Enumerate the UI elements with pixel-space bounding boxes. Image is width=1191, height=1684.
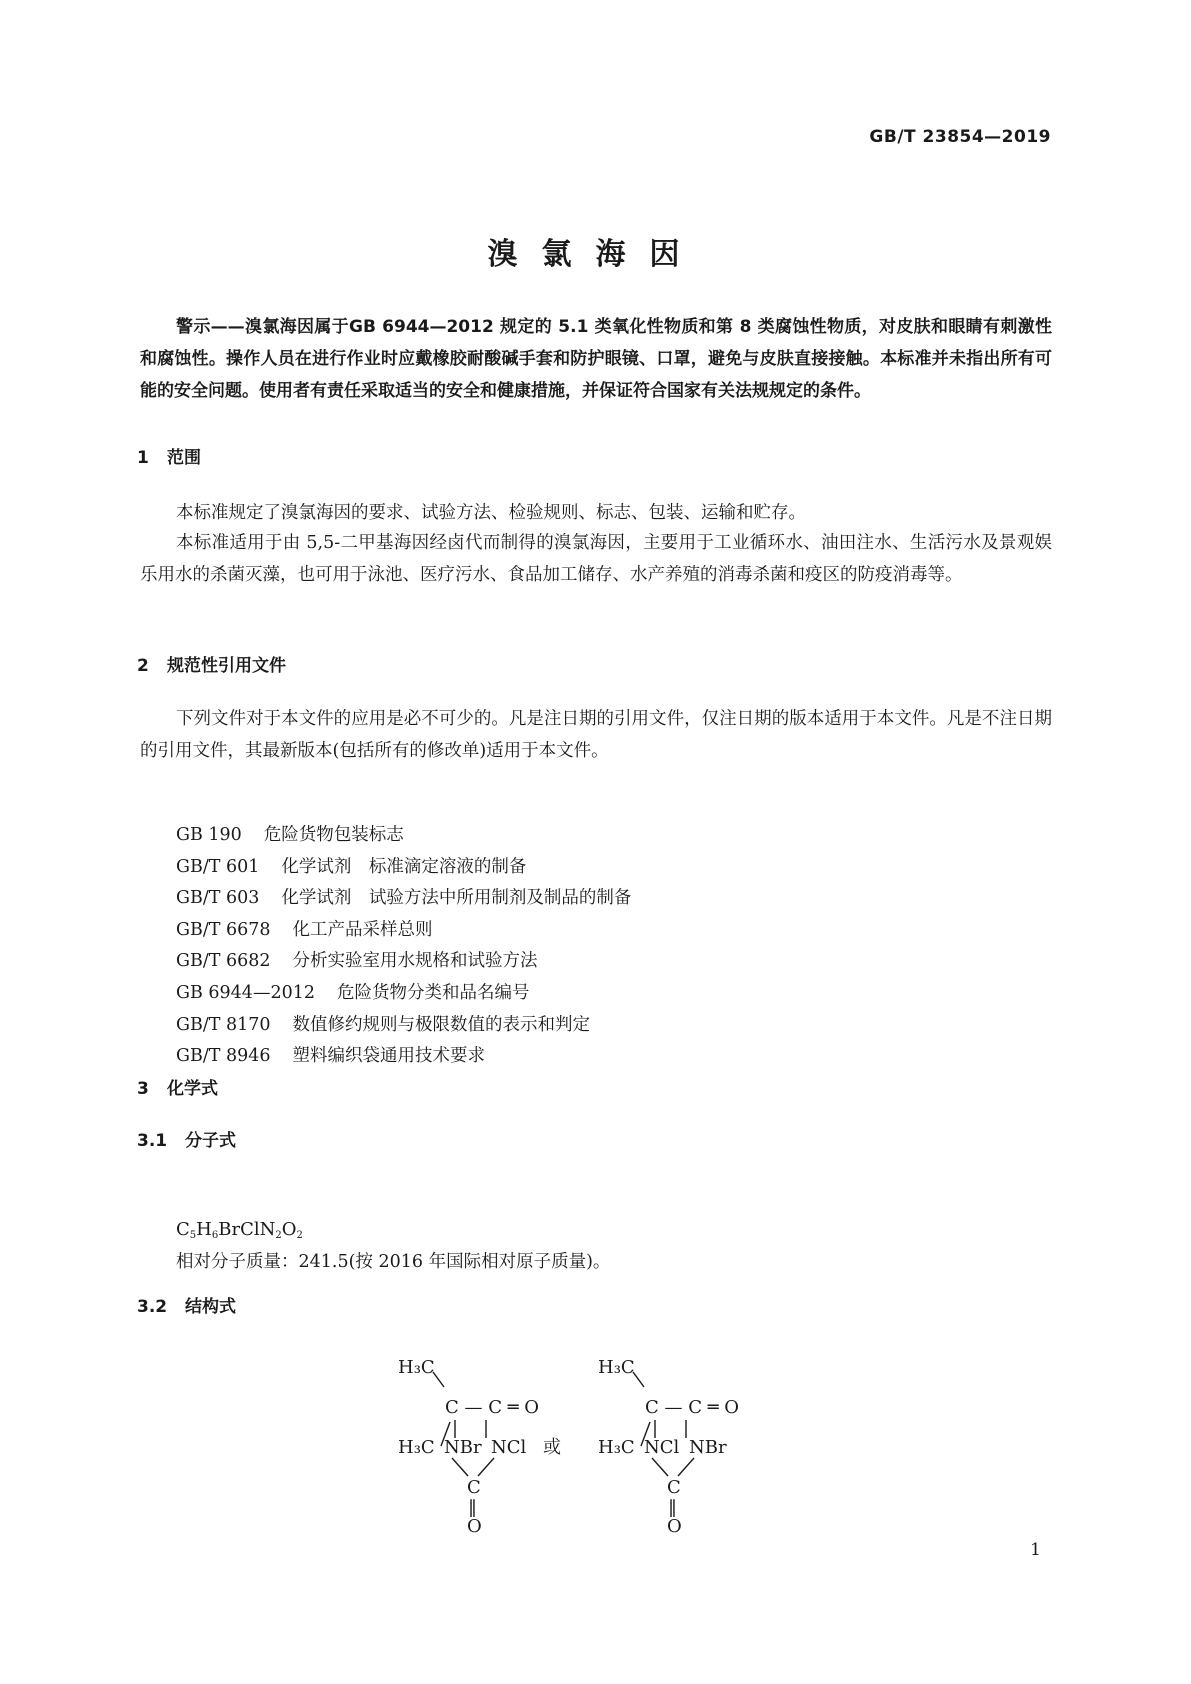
reference-item (176, 1041, 631, 1073)
bond-line (452, 1458, 468, 1476)
scope-paragraph-1: 本标准规定了溴氯海因的要求、试验方法、检验规则、标志、包装、运输和贮存。 (176, 503, 806, 523)
reference-item (176, 820, 631, 852)
reference-code: GB 190 (176, 825, 242, 845)
nitrogen-left: NBr (444, 1437, 482, 1458)
reference-code: GB/T 6682 (176, 951, 271, 972)
reference-name: 危险货物分类和品名编号 (336, 982, 530, 1003)
methyl-side: H₃C (598, 1437, 635, 1458)
bond-line (478, 1458, 494, 1476)
nitrogen-right: NCl (491, 1437, 527, 1458)
reference-item (176, 946, 631, 978)
safety-warning: 警示——溴氯海因属于GB 6944—2012 规定的 5.1 类氧化性物质和第 8 类腐蚀性物质，对皮肤和眼睛有刺激性和腐蚀性。操作人员在进行作业时应戴橡胶耐酸碱手套和防护眼镜、口罩，避免与皮肤直接接触。本标准并未指出所有可能的安全问题。使用者有责任采取适当的安全和健康措施，并保证符合国家有关法规规定的条件。 (140, 317, 1052, 401)
references-intro: 下列文件对于本文件的应用是必不可少的。凡是注日期的引用文件，仅注日期的版本适用于本文件。凡是不注日期的引用文件，其最新版本(包括所有的修改单)适用于本文件。 (140, 709, 1052, 761)
methyl-top: H₃C (598, 1357, 635, 1378)
reference-name: 危险货物包装标志 (263, 825, 404, 845)
section-3-2-heading (137, 1292, 236, 1317)
ring-top-row: C — C ═ O (445, 1397, 540, 1418)
reference-name: 塑料编织袋通用技术要求 (292, 1046, 486, 1067)
section-3-heading (137, 1074, 218, 1099)
section-3-1-heading (137, 1126, 236, 1151)
section-number: 1 (137, 448, 149, 468)
reference-name: 数值修约规则与极限数值的表示和判定 (292, 1014, 591, 1035)
section-title: 范围 (167, 448, 201, 468)
carbonyl-carbon: C (467, 1477, 481, 1498)
molecular-formula: $C_5H_6BrClN_2O_2$ (176, 1219, 303, 1241)
section-title: 结构式 (185, 1297, 236, 1317)
section-1-heading (137, 443, 201, 468)
bond-line (652, 1458, 668, 1476)
alternative-connector: 或 (543, 1437, 561, 1458)
double-bond: ‖ (668, 1497, 677, 1518)
reference-code: GB/T 8946 (176, 1046, 271, 1067)
left-structure (398, 1357, 539, 1537)
carbonyl-oxygen: O (467, 1516, 482, 1537)
section-number: 3.2 (137, 1297, 168, 1317)
reference-name: 化学试剂 标准滴定溶液的制备 (281, 856, 527, 877)
nitrogen-left: NCl (644, 1437, 680, 1458)
reference-name: 分析实验室用水规格和试验方法 (292, 951, 538, 972)
right-structure (598, 1357, 739, 1537)
section-title: 规范性引用文件 (167, 656, 286, 676)
carbonyl-oxygen: O (667, 1516, 682, 1537)
section-number: 3.1 (137, 1131, 168, 1151)
reference-name: 化学试剂 试验方法中所用制剂及制品的制备 (281, 888, 632, 909)
reference-item (176, 852, 631, 884)
bond-line (433, 1372, 444, 1387)
reference-item (176, 915, 631, 947)
nitrogen-right: NBr (689, 1437, 727, 1458)
section-number: 2 (137, 656, 149, 676)
reference-code: GB/T 6678 (176, 919, 271, 940)
document-title: 溴氯海因 (487, 237, 704, 272)
standard-number: GB/T 23854—2019 (869, 127, 1051, 147)
reference-code: GB/T 603 (176, 888, 260, 909)
molar-mass: 相对分子质量：241.5(按 2016 年国际相对原子质量)。 (176, 1252, 611, 1272)
reference-list (176, 820, 631, 1073)
methyl-top: H₃C (398, 1357, 435, 1378)
page-number: 1 (1030, 1540, 1041, 1560)
methyl-side: H₃C (398, 1437, 435, 1458)
scope-paragraph-2: 本标准适用于由 5,5-二甲基海因经卤代而制得的溴氯海因，主要用于工业循环水、油田注水、生活污水及景观娱乐用水的杀菌灭藻，也可用于泳池、医疗污水、食品加工储存、水产养殖的消毒杀菌和疫区的防疫消毒等。 (140, 533, 1052, 585)
section-2-heading (137, 651, 286, 676)
section-title: 分子式 (185, 1131, 236, 1151)
reference-code: GB 6944—2012 (176, 982, 315, 1003)
section-number: 3 (137, 1079, 149, 1099)
reference-item (176, 883, 631, 915)
carbonyl-carbon: C (667, 1477, 681, 1498)
reference-name: 化工产品采样总则 (292, 919, 433, 940)
reference-item (176, 978, 631, 1010)
reference-code: GB/T 8170 (176, 1014, 271, 1035)
reference-code: GB/T 601 (176, 856, 260, 877)
structural-formula (380, 1340, 800, 1540)
bond-line (678, 1458, 694, 1476)
bond-line (633, 1372, 644, 1387)
section-title: 化学式 (167, 1079, 218, 1099)
double-bond: ‖ (468, 1497, 477, 1518)
ring-top-row: C — C ═ O (645, 1397, 740, 1418)
reference-item (176, 1010, 631, 1042)
